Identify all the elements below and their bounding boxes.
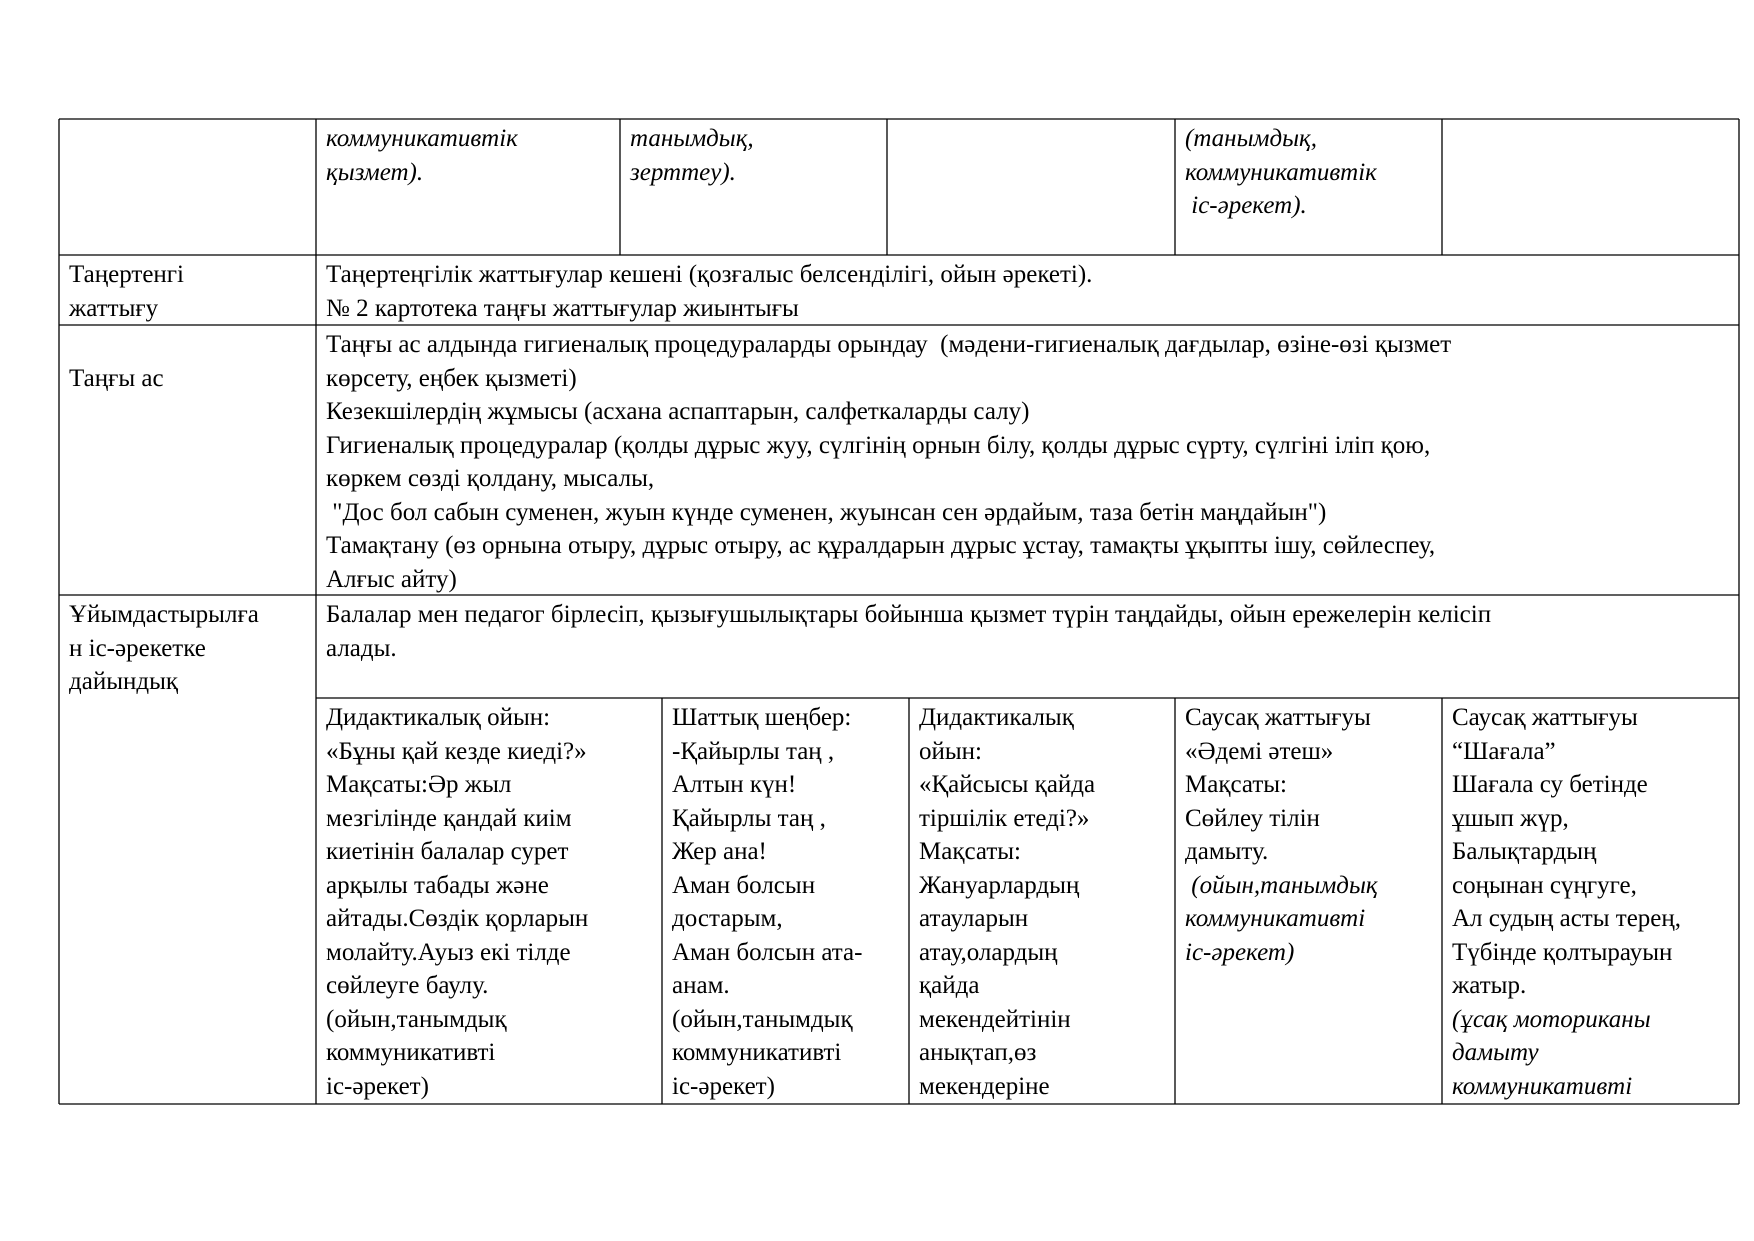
text-line: соңынан сүңгуге, [1452,871,1637,899]
text-line: атау,олардың [919,938,1058,966]
text-line: Дидактикалық [919,704,1074,731]
top-row-cell-5 [1442,119,1739,255]
morning-exercise-content [316,255,1739,325]
text-line: көрсету, еңбек қызметі) [326,364,577,392]
text-line: іс-әрекет) [1185,938,1295,966]
text-line: атауларын [919,905,1029,932]
text-line: дайындық [69,668,179,695]
text-line: айтады.Сөздік қорларын [326,905,589,932]
text-line: киетінін балалар сурет [326,838,569,865]
top-row-label-cell [59,119,316,255]
text-line: Дидактикалық ойын: [326,704,551,731]
text-line: қызмет). [326,158,424,186]
text-line: «Бұны қай кезде киеді?» [326,737,587,765]
text-line: № 2 картотека таңғы жаттығулар жиынтығы [326,294,799,322]
text-line: Аман болсын [672,871,816,899]
text-line: (ұсақ моториканы [1452,1005,1651,1033]
text-line: Мақсаты:Әр жыл [326,771,512,798]
text-line: тіршілік етеді?» [919,804,1090,832]
preparation-col-2 [662,698,909,1104]
text-line: (ойын,танымдық [326,1005,507,1033]
text-line: Саусақ жаттығуы [1452,704,1638,731]
preparation-col-4 [1175,698,1442,1104]
text-line: Қайырлы таң , [672,804,826,832]
top-row-cell-3 [887,119,1175,255]
preparation-intro [316,595,1739,698]
text-line: арқылы табады және [326,871,549,899]
text-line: танымдық, [630,125,754,152]
text-line: Ұйымдастырылға [69,601,259,628]
text-line: Сөйлеу тілін [1185,804,1320,832]
text-line: Алғыс айту) [326,565,457,593]
text-line: Жануарлардың [919,871,1080,899]
text-line: достарым, [672,905,783,932]
text-line: Таңғы ас алдында гигиеналық процедураларды орындау (мәдени-гигиеналық дағдылар, өзіне-өзі қызмет [326,331,1452,358]
text-line: н іс-әрекетке [69,634,206,662]
text-line: іс-әрекет) [672,1072,775,1100]
morning-exercise-label [59,255,316,325]
text-line: іс-әрекет). [1185,192,1307,219]
text-line: молайту.Ауыз екі тілде [326,938,571,966]
text-line: Гигиеналық процедуралар (қолды дұрыс жуу, сүлгінің орнын білу, қолды дұрыс сүрту, сүлгіні іліп қою, [326,431,1431,459]
text-line: "Дос бол сабын суменен, жуын күнде суменен, жуынсан сен әрдайым, таза бетін маңдайын") [326,498,1327,526]
top-row-cell-1 [316,119,620,255]
text-line: “Шағала” [1452,737,1556,765]
text-line: мекендеріне [919,1072,1050,1100]
text-line: дамыту [1452,1039,1539,1066]
text-line: алады. [326,634,397,662]
text-line: анықтап,өз [919,1039,1037,1066]
text-line: «Қайсысы қайда [919,771,1096,798]
text-line: ұшып жүр, [1452,804,1569,832]
text-line: жаттығу [69,294,159,322]
text-line: Балықтардың [1452,838,1597,865]
top-row-cell-4 [1175,119,1442,255]
text-line: Таңғы ас [69,365,164,392]
text-line: Таңертеңгілік жаттығулар кешені (қозғалыс белсенділігі, ойын әрекеті). [326,261,1093,288]
text-line: анам. [672,972,730,999]
text-line: (танымдық, [1185,125,1317,152]
text-line: коммуникативтік [1185,158,1377,186]
text-line: іс-әрекет) [326,1072,429,1100]
text-line: Балалар мен педагог бірлесіп, қызығушылықтары бойынша қызмет түрін таңдайды, ойын ережелерін келісіп [326,601,1492,628]
text-line: мезгілінде қандай киім [326,804,572,832]
preparation-label [59,595,316,1104]
text-line: коммуникативті [1185,905,1366,932]
text-line: (ойын,танымдық [1185,871,1378,899]
breakfast-label [59,325,316,595]
preparation-col-1 [316,698,662,1104]
text-line: Шағала су бетінде [1452,771,1648,798]
text-line: Таңертенгі [69,261,184,288]
text-line: ойын: [919,737,983,765]
text-line: зерттеу). [630,158,736,186]
text-line: қайда [919,972,980,999]
text-line: «Әдемі әтеш» [1185,737,1334,765]
preparation-col-5 [1442,698,1739,1104]
text-line: Жер ана! [672,838,767,865]
text-line: Түбінде қолтырауын [1452,938,1673,966]
text-line: Аман болсын ата- [672,938,863,966]
top-row-cell-2 [620,119,887,255]
text-line: Шаттық шеңбер: [672,704,852,731]
text-line: сөйлеуге баулу. [326,972,489,999]
text-line: Мақсаты: [919,838,1021,865]
text-line: Ал судың асты терең, [1452,905,1682,932]
text-line: Кезекшілердің жұмысы (асхана аспаптарын, салфеткаларды салу) [326,398,1030,425]
text-line: мекендейтінін [919,1005,1071,1033]
text-line: Алтын күн! [672,771,797,798]
text-line: дамыту. [1185,838,1269,865]
text-line: коммуникативтік [326,125,518,152]
text-line: Тамақтану (өз орнына отыру, дұрыс отыру, ас құралдарын дұрыс ұстау, тамақты ұқыпты ішу, сөйлеспеу, [326,532,1436,559]
breakfast-content [316,325,1739,595]
text-line: коммуникативті [326,1039,496,1066]
text-line: (ойын,танымдық [672,1005,853,1033]
text-line: Саусақ жаттығуы [1185,704,1371,731]
text-line: Мақсаты: [1185,771,1287,798]
text-line: коммуникативті [1452,1072,1633,1100]
preparation-col-3 [909,698,1175,1104]
text-line: коммуникативті [672,1039,842,1066]
text-line: -Қайырлы таң , [672,737,835,765]
text-line: жатыр. [1452,972,1527,999]
text-line: көркем сөзді қолдану, мысалы, [326,465,655,492]
